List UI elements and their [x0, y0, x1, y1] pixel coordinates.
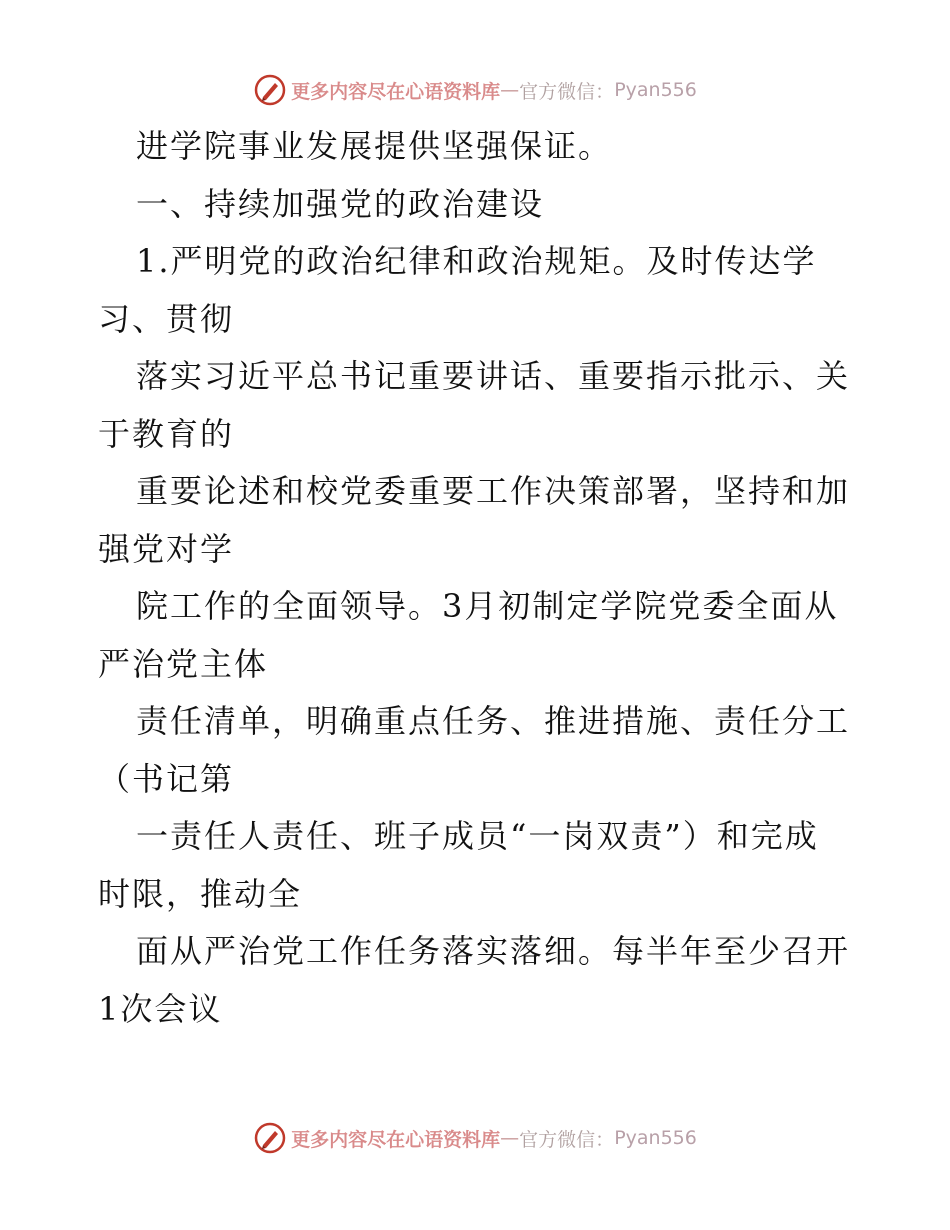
watermark-label: 官方微信：: [519, 80, 615, 103]
seal-pen-icon: [253, 73, 287, 107]
document-body: [98, 118, 858, 1038]
watermark-dash: —: [500, 79, 520, 101]
text-line: 严治党主体: [98, 644, 269, 683]
text-line: 1次会议: [98, 989, 223, 1028]
text-line: 时限，推动全: [98, 874, 303, 913]
text-line: 院工作的全面领导。3月初制定学院党委全面从: [136, 587, 839, 625]
text-line: 落实习近平总书记重要讲话、重要指示批示、关: [136, 357, 851, 395]
header-watermark: [0, 70, 950, 110]
text-line: 重要论述和校党委重要工作决策部署，坚持和加: [136, 472, 851, 510]
watermark-brand: 更多内容尽在心语资料库: [291, 1128, 501, 1151]
watermark-id: Pyan556: [614, 1127, 697, 1149]
watermark-id: Pyan556: [614, 79, 697, 101]
text-line: 1.严明党的政治纪律和政治规矩。及时传达学: [136, 242, 817, 280]
watermark-brand: 更多内容尽在心语资料库: [291, 80, 501, 103]
section-heading: 一、持续加强党的政治建设: [136, 184, 545, 223]
text-line: 面从严治党工作任务落实落细。每半年至少召开: [136, 932, 851, 970]
text-line: 一责任人责任、班子成员“一岗双责”）和完成: [136, 817, 819, 855]
watermark-label: 官方微信：: [519, 1128, 615, 1151]
text-line: 强党对学: [98, 529, 235, 568]
text-line: 进学院事业发展提供坚强保证。: [136, 127, 613, 165]
text-line: 责任清单，明确重点任务、推进措施、责任分工: [136, 702, 851, 740]
watermark-dash: —: [500, 1127, 520, 1149]
text-line: 习、贯彻: [98, 299, 235, 338]
footer-watermark: [0, 1118, 950, 1158]
seal-pen-icon: [253, 1121, 287, 1155]
text-line: 于教育的: [98, 414, 235, 453]
text-line: （书记第: [98, 759, 235, 798]
